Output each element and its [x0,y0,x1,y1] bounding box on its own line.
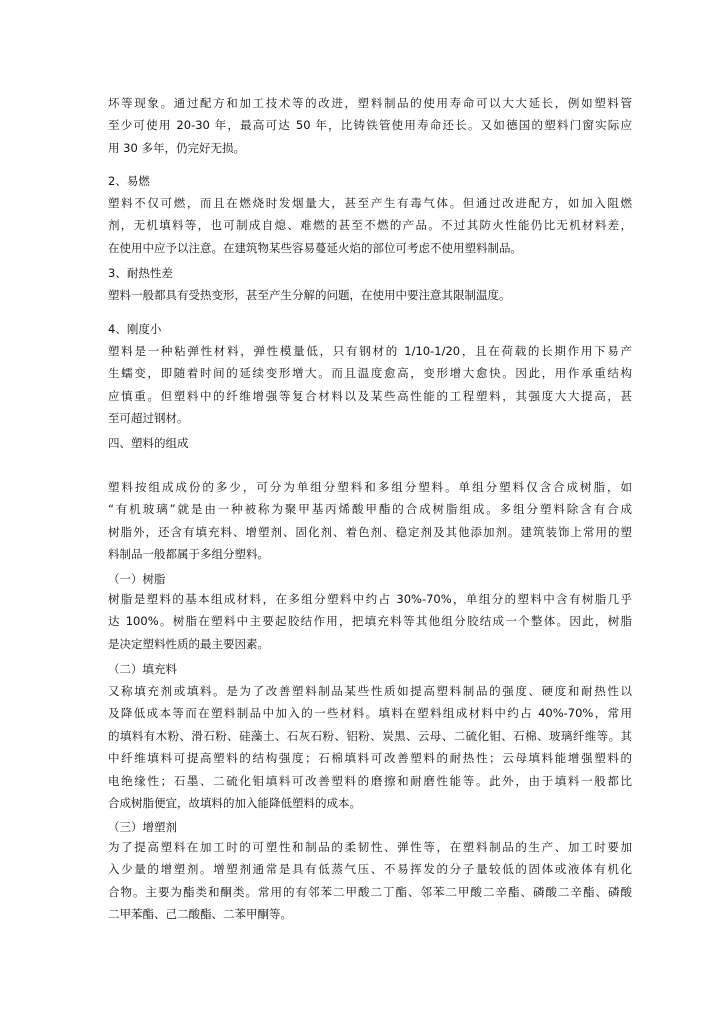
text-line: 塑料是一种粘弹性材料，弹性模量低，只有钢材的 1/10-1/20，且在荷载的长期作用下易产 [108,344,632,358]
paragraph-stiffness [108,340,632,430]
text-line: 用 30 多年，仍完好无损。 [108,140,245,155]
paragraph-durability [108,92,632,159]
section-heading-flammable [108,170,632,192]
paragraph-resin [108,588,632,655]
heading-text: 2、易燃 [108,174,150,188]
heading-text: （三）增塑剂 [108,820,177,834]
text-line: 又称填充剂或填料。是为了改善塑料制品某些性质如提高塑料制品的强度、硬度和耐热性以 [108,684,632,698]
text-line: 料制品一般都属于多组分塑料。 [108,547,269,562]
text-line: 至可超过钢材。 [108,411,189,426]
heading-text: （一）树脂 [108,572,166,586]
chapter-heading-composition [108,432,632,454]
section-heading-heat-resistance [108,262,632,284]
text-line: 生蠕变，即随着时间的延续变形增大。而且温度愈高，变形增大愈快。因此，用作承重结构 [108,366,632,381]
text-line: 树脂是塑料的基本组成材料，在多组分塑料中约占 30%-70%，单组分的塑料中含有树脂几乎 [108,592,632,606]
text-line: “有机玻璃”就是由一种被称为聚甲基丙烯酸甲酯的合成树脂组成。多组分塑料除含有合成 [108,502,632,517]
text-line: 树脂外，还含有填充料、增塑剂、固化剂、着色剂、稳定剂及其他添加剂。建筑装饰上常用的塑 [108,524,632,539]
text-line: 电绝缘性；石墨、二硫化钼填料可改善塑料的磨擦和耐磨性能等。此外，由于填料一般都比 [108,773,632,788]
text-line: 在使用中应予以注意。在建筑物某些容易蔓延火焰的部位可考虑不使用塑料制品。 [108,240,522,255]
text-line: 达 100%。树脂在塑料中主要起胶结作用，把填充料等其他组分胶结成一个整体。因此，树脂 [108,614,632,629]
text-line: 二甲苯酯、己二酸酯、二苯甲酮等。 [108,907,292,922]
heading-text: 四、塑料的组成 [108,436,189,450]
text-line: 入少量的增塑剂。增塑剂通常是具有低蒸气压、不易挥发的分子量较低的固体或液体有机化 [108,862,632,877]
heading-text: （二）填充料 [108,662,177,676]
text-line: 及降低成本等而在塑料制品中加入的一些材料。填料在塑料组成材料中约占 40%-70%，常用 [108,706,632,721]
text-line: 是决定塑料性质的最主要因素。 [108,636,269,651]
text-line: 至少可使用 20-30 年，最高可达 50 年，比铸铁管使用寿命还长。又如德国的塑料门窗实际应 [108,118,632,133]
text-line: 的填料有木粉、滑石粉、硅藻土、石灰石粉、铝粉、炭黑、云母、二硫化钼、石棉、玻璃纤维等。其 [108,728,632,743]
text-line: 中纤维填料可提高塑料的结构强度；石棉填料可改善塑料的耐热性；云母填料能增强塑料的 [108,751,632,766]
text-line: 应慎重。但塑料中的纤维增强等复合材料以及某些高性能的工程塑料，其强度大大提高，甚 [108,388,632,403]
text-line: 为了提高塑料在加工时的可塑性和制品的柔韧性、弹性等，在塑料制品的生产、加工时要加 [108,840,632,854]
paragraph-composition [108,476,632,566]
text-line: 合物。主要为酯类和酮类。常用的有邻苯二甲酸二丁酯、邻苯二甲酸二辛酯、磷酸二辛酯、磷酸 [108,884,632,899]
paragraph-flammable [108,192,632,259]
paragraph-plasticizer [108,836,632,926]
paragraph-filler [108,680,632,814]
text-line: 塑料按组成成份的多少，可分为单组分塑料和多组分塑料。单组分塑料仅含合成树脂，如 [108,480,632,494]
heading-text: 4、刚度小 [108,322,162,336]
subsection-heading-filler [108,658,632,680]
text-line: 坏等现象。通过配方和加工技术等的改进，塑料制品的使用寿命可以大大延长，例如塑料管 [108,96,632,110]
section-heading-stiffness [108,318,632,340]
text-line: 剂，无机填料等，也可制成自熄、难燃的甚至不燃的产品。不过其防火性能仍比无机材料差， [108,218,632,233]
text-line: 塑料一般都具有受热变形，甚至产生分解的问题，在使用中要注意其限制温度。 [108,288,511,302]
paragraph-heat-resistance [108,284,632,306]
text-line: 塑料不仅可燃，而且在燃烧时发烟量大，甚至产生有毒气体。但通过改进配方，如加入阻燃 [108,196,632,210]
heading-text: 3、耐热性差 [108,266,173,280]
text-line: 合成树脂便宜，故填料的加入能降低塑料的成本。 [108,795,361,810]
